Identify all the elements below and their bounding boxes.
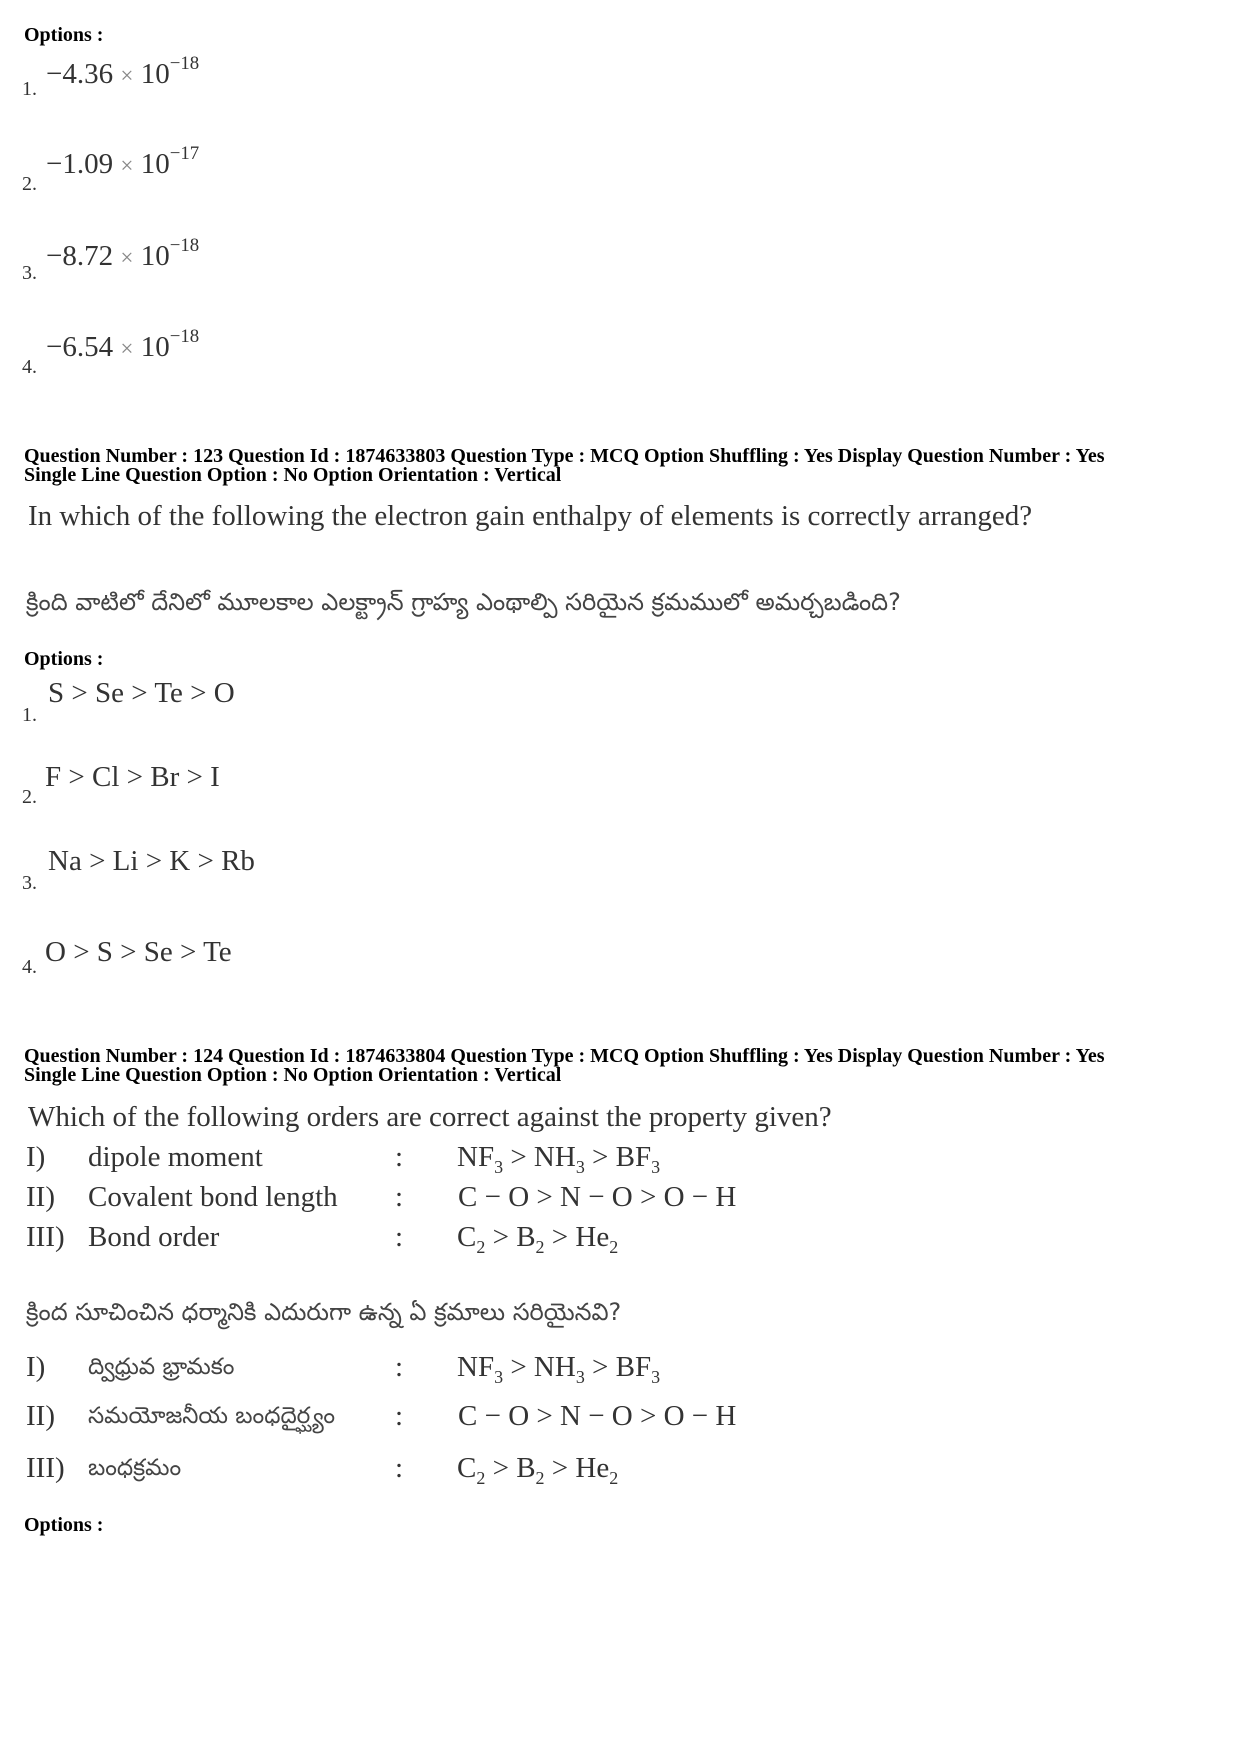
question-text-en: Which of the following orders are correct against the property given? (28, 1101, 832, 1133)
row-roman: I) (26, 1141, 46, 1173)
option-number: 1. (22, 78, 37, 100)
row-order: $C_2 > B_2 > He_2$ (457, 1452, 619, 1488)
option-value: $-4.36 \times 10^{-18}$ (46, 52, 200, 90)
row-roman: III) (26, 1221, 65, 1253)
row-colon: : (395, 1221, 404, 1253)
option-value: $-8.72 \times 10^{-18}$ (46, 234, 200, 272)
row-colon: : (395, 1400, 404, 1432)
row-roman: II) (26, 1181, 55, 1213)
row-roman: I) (26, 1351, 46, 1383)
row-order: $NF_3 > NH_3 > BF_3$ (457, 1351, 661, 1387)
question-meta-line2: Single Line Question Option : No Option Orientation : Vertical (24, 464, 562, 486)
options-label: Options : (24, 24, 104, 46)
row-order: $NF_3 > NH_3 > BF_3$ (457, 1141, 661, 1177)
question-text-te: క్రింద సూచించిన ధర్మానికి ఎదురుగా ఉన్న ఏ క్రమాలు సరియైనవి? (26, 1298, 622, 1326)
question-meta-line1: Question Number : 123 Question Id : 1874633803 Question Type : MCQ Option Shuffling : Yes Display Question Number : Yes (24, 445, 1105, 467)
row-colon: : (395, 1181, 404, 1213)
row-property: dipole moment (88, 1141, 263, 1173)
row-order: $C_2 > B_2 > He_2$ (457, 1221, 619, 1257)
option-value: F > Cl > Br > I (45, 761, 220, 793)
question-meta-line2: Single Line Question Option : No Option Orientation : Vertical (24, 1064, 562, 1086)
option-number: 4. (22, 356, 37, 378)
row-roman: II) (26, 1400, 55, 1432)
row-property: ద్విధ్రువ భ్రామకం (88, 1354, 235, 1380)
option-number: 1. (22, 704, 37, 726)
option-value: $-6.54 \times 10^{-18}$ (46, 325, 200, 363)
option-number: 4. (22, 956, 37, 978)
row-roman: III) (26, 1452, 65, 1484)
option-number: 3. (22, 872, 37, 894)
option-value: S > Se > Te > O (48, 677, 235, 709)
row-property: సమయోజనీయ బంధదైర్ఘ్యం (88, 1403, 336, 1429)
option-value: O > S > Se > Te (45, 936, 232, 968)
option-number: 2. (22, 173, 37, 195)
row-order: C − O > N − O > O − H (458, 1400, 737, 1432)
option-value: $-1.09 \times 10^{-17}$ (46, 142, 200, 180)
row-colon: : (395, 1351, 404, 1383)
row-colon: : (395, 1141, 404, 1173)
row-colon: : (395, 1452, 404, 1484)
option-number: 2. (22, 786, 37, 808)
row-property: Bond order (88, 1221, 220, 1253)
option-value: Na > Li > K > Rb (48, 845, 255, 877)
option-number: 3. (22, 262, 37, 284)
row-order: C − O > N − O > O − H (458, 1181, 737, 1213)
question-text-en: In which of the following the electron gain enthalpy of elements is correctly arranged? (28, 500, 1033, 532)
question-meta-line1: Question Number : 124 Question Id : 1874633804 Question Type : MCQ Option Shuffling : Yes Display Question Number : Yes (24, 1045, 1105, 1067)
options-label: Options : (24, 648, 104, 670)
row-property: బంధక్రమం (88, 1455, 182, 1481)
row-property: Covalent bond length (88, 1181, 338, 1213)
question-text-te: క్రింది వాటిలో దేనిలో మూలకాల ఎలక్ట్రాన్ గ్రాహ్య ఎంథాల్పి సరియైన క్రమములో అమర్చబడింది? (26, 588, 901, 616)
options-label: Options : (24, 1514, 104, 1536)
